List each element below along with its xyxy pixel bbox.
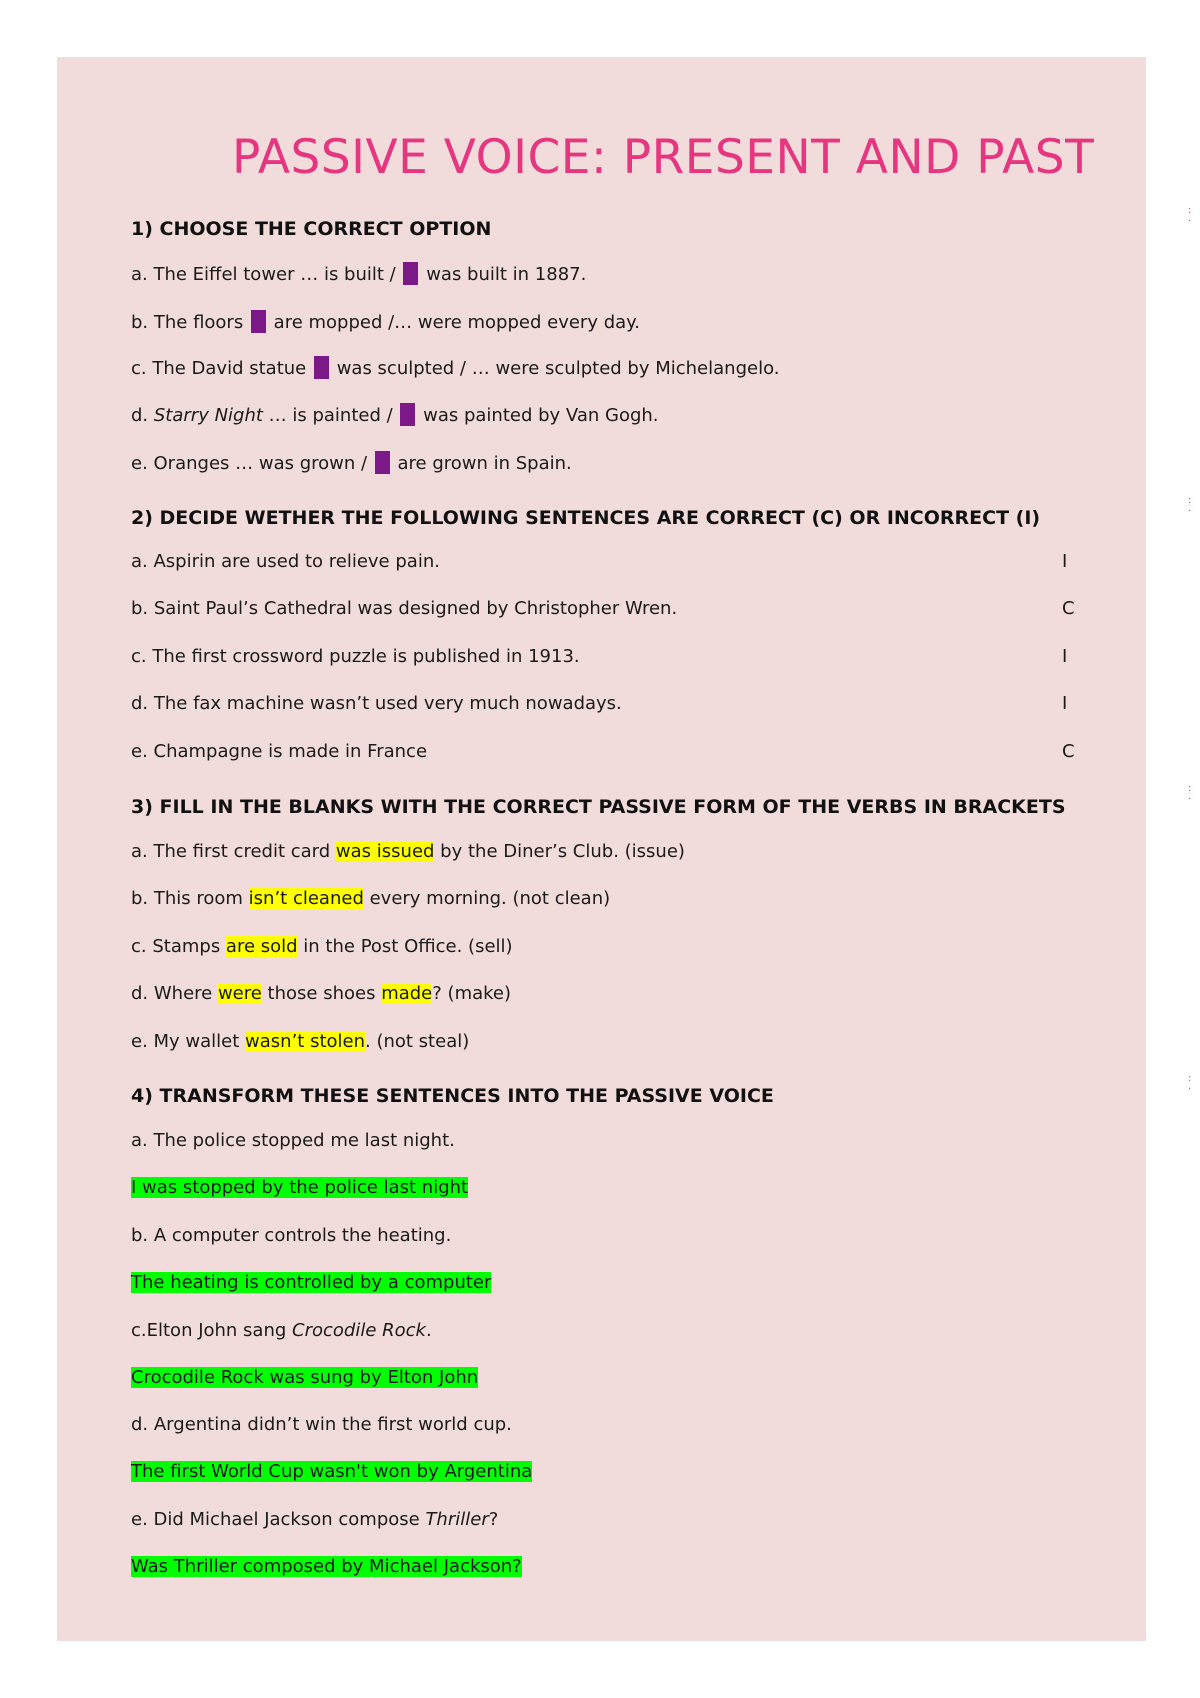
s4-answer-a: I was stopped by the police last night (131, 1177, 469, 1198)
s2-answer-e: C (1062, 741, 1075, 762)
s4-question-b: b. A computer controls the heating. (131, 1225, 452, 1246)
s1-item-e: e. Oranges … was grown / are grown in Spain. (131, 453, 572, 474)
s3-item-e: e. My wallet wasn’t stolen. (not steal) (131, 1031, 470, 1052)
margin-mark: : · (1188, 783, 1192, 805)
s2-answer-a: I (1062, 551, 1068, 572)
s2-item-c: c. The first crossword puzzle is published in 1913. (131, 646, 580, 667)
s3-item-b: b. This room isn’t cleaned every morning. (not clean) (131, 888, 611, 909)
page-title: PASSIVE VOICE: PRESENT AND PAST (232, 130, 1095, 185)
selected-option-mark (375, 451, 390, 474)
filled-answer: wasn’t stolen (245, 1031, 366, 1052)
s2-answer-b: C (1062, 598, 1075, 619)
section-3-heading: 3) FILL IN THE BLANKS WITH THE CORRECT PASSIVE FORM OF THE VERBS IN BRACKETS (131, 796, 1066, 818)
s4-question-e: e. Did Michael Jackson compose Thriller? (131, 1509, 499, 1530)
s4-answer-c: Crocodile Rock was sung by Elton John (131, 1367, 479, 1388)
margin-mark: : · (1188, 205, 1192, 227)
s3-item-c: c. Stamps are sold in the Post Office. (sell) (131, 936, 513, 957)
selected-option-mark (251, 310, 266, 333)
section-4-heading: 4) TRANSFORM THESE SENTENCES INTO THE PASSIVE VOICE (131, 1085, 774, 1107)
s2-answer-d: I (1062, 693, 1068, 714)
s2-item-b: b. Saint Paul’s Cathedral was designed by Christopher Wren. (131, 598, 678, 619)
margin-mark: : · (1188, 495, 1192, 517)
s4-question-d: d. Argentina didn’t win the first world cup. (131, 1414, 512, 1435)
s1-item-d: d. Starry Night … is painted / was painted by Van Gogh. (131, 405, 659, 426)
filled-answer: made (381, 983, 433, 1004)
filled-answer: was issued (335, 841, 435, 862)
s1-item-c: c. The David statue was sculpted / … were sculpted by Michelangelo. (131, 358, 780, 379)
selected-option-mark (400, 403, 415, 426)
filled-answer: were (217, 983, 262, 1004)
s2-item-e: e. Champagne is made in France (131, 741, 428, 762)
section-1-heading: 1) CHOOSE THE CORRECT OPTION (131, 218, 492, 240)
s4-answer-d: The first World Cup wasn't won by Argentina (131, 1461, 533, 1482)
s3-item-d: d. Where were those shoes made? (make) (131, 983, 512, 1004)
filled-answer: are sold (225, 936, 298, 957)
s4-answer-b: The heating is controlled by a computer (131, 1272, 492, 1293)
s2-item-a: a. Aspirin are used to relieve pain. (131, 551, 440, 572)
s4-question-c: c.Elton John sang Crocodile Rock. (131, 1320, 432, 1341)
s4-question-a: a. The police stopped me last night. (131, 1130, 455, 1151)
s4-answer-e: Was Thriller composed by Michael Jackson? (131, 1556, 522, 1577)
s1-item-b: b. The floors are mopped /… were mopped every day. (131, 312, 640, 333)
section-2-heading: 2) DECIDE WETHER THE FOLLOWING SENTENCES ARE CORRECT (C) OR INCORRECT (I) (131, 507, 1041, 529)
s2-item-d: d. The fax machine wasn’t used very much nowadays. (131, 693, 622, 714)
selected-option-mark (403, 262, 418, 285)
s1-item-a: a. The Eiffel tower … is built / was built in 1887. (131, 264, 587, 285)
filled-answer: isn’t cleaned (248, 888, 364, 909)
s3-item-a: a. The first credit card was issued by the Diner’s Club. (issue) (131, 841, 685, 862)
s2-answer-c: I (1062, 646, 1068, 667)
margin-mark: : · (1188, 1073, 1192, 1095)
selected-option-mark (314, 356, 329, 379)
